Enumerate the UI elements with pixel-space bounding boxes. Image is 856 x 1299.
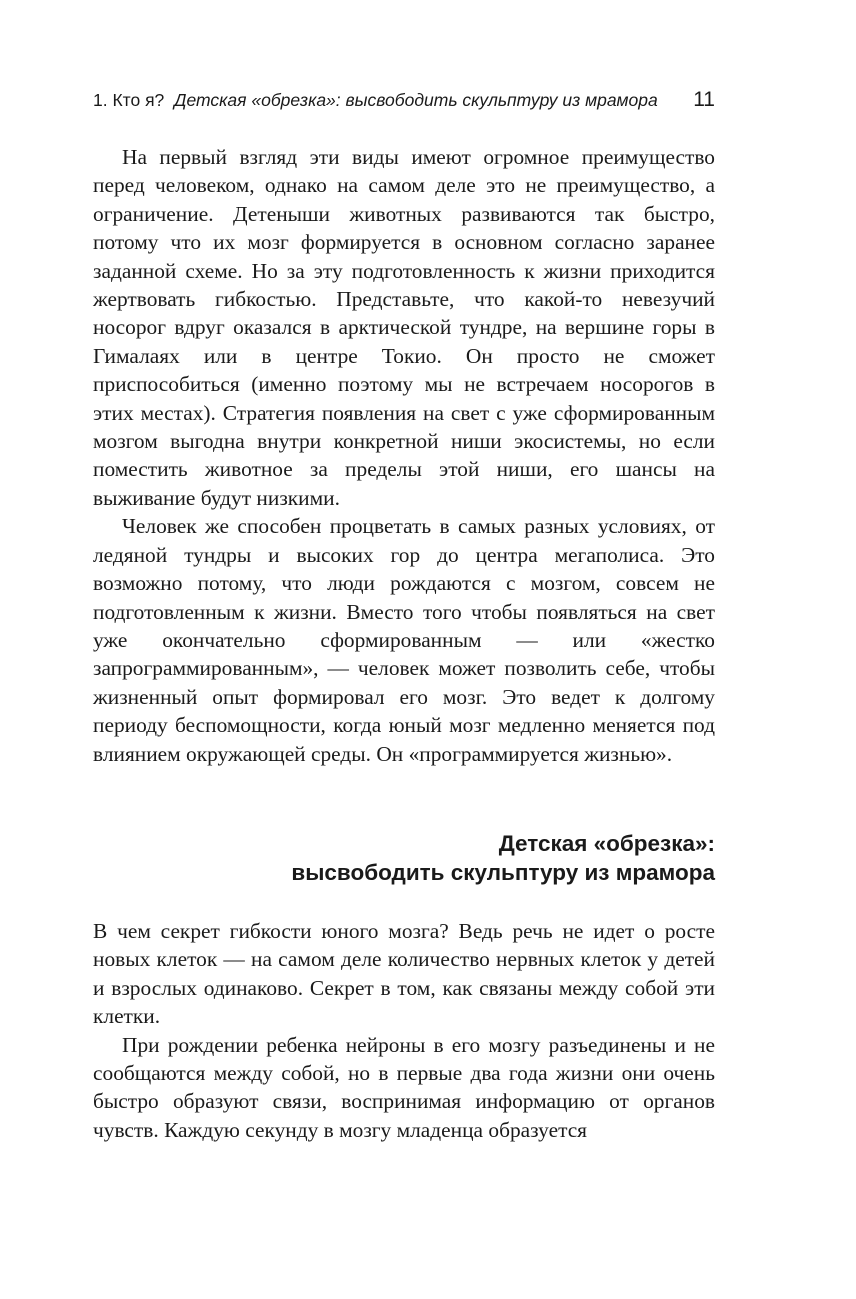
paragraph: В чем секрет гибкости юного мозга? Ведь речь не идет о росте новых клеток — на самом деле количество нервных клеток у детей и взрослых одинаково. Секрет в том, как связаны между собой эти клетки. [93, 919, 715, 1029]
paragraph: Человек же способен процветать в самых разных условиях, от ледяной тундры и высоких гор до центра мегаполиса. Это возможно потому, что люди рождаются с мозгом, совсем не подготовленным к жизни. Вместо того чтобы появляться на свет уже окончательно сформированным — или «жестко запрограммированным», — человек может позволить себе, чтобы жизненный опыт формировал его мозг. Это ведет к долгому периоду беспомощности, когда юный мозг медленно меняется под влиянием окружающей среды. Он «программируется жизнью». [93, 514, 715, 766]
section-two-text [93, 917, 715, 1144]
paragraph: На первый взгляд эти виды имеют огромное преимущество перед человеком, однако на самом деле это не преимущество, а ограничение. Детеныши животных развиваются так быстро, потому что их мозг формируется в основном согласно заранее заданной схеме. Но за эту подготовленность к жизни приходится жертвовать гибкостью. Представьте, что какой-то невезучий носорог вдруг оказался в арктической тундре, на вершине горы в Гималаях или в центре Токио. Он просто не сможет приспособиться (именно поэтому мы не встречаем носорогов в этих местах). Стратегия появления на свет с уже сформированным мозгом выгодна внутри конкретной ниши экосистемы, но если поместить животное за пределы этой ниши, его шансы на выживание будут низкими. [93, 145, 715, 510]
section-one-text [93, 143, 715, 768]
paragraph: При рождении ребенка нейроны в его мозгу разъединены и не сообщаются между собой, но в первые два года жизни они очень быстро образуют связи, воспринимая информацию от органов чувств. Каждую секунду в мозгу младенца образуется [93, 1032, 715, 1142]
section-heading [93, 829, 715, 887]
running-head [93, 86, 715, 114]
page-number: 11 [693, 88, 715, 111]
section-heading-line-1: Детская «обрезка»: [498, 831, 715, 856]
running-head-section-title: Детская «обрезка»: высвободить скульптуру из мрамора [174, 90, 658, 110]
section-heading-line-2: высвободить скульптуру из мрамора [291, 860, 715, 885]
chapter-prefix: 1. Кто я? [93, 90, 165, 110]
